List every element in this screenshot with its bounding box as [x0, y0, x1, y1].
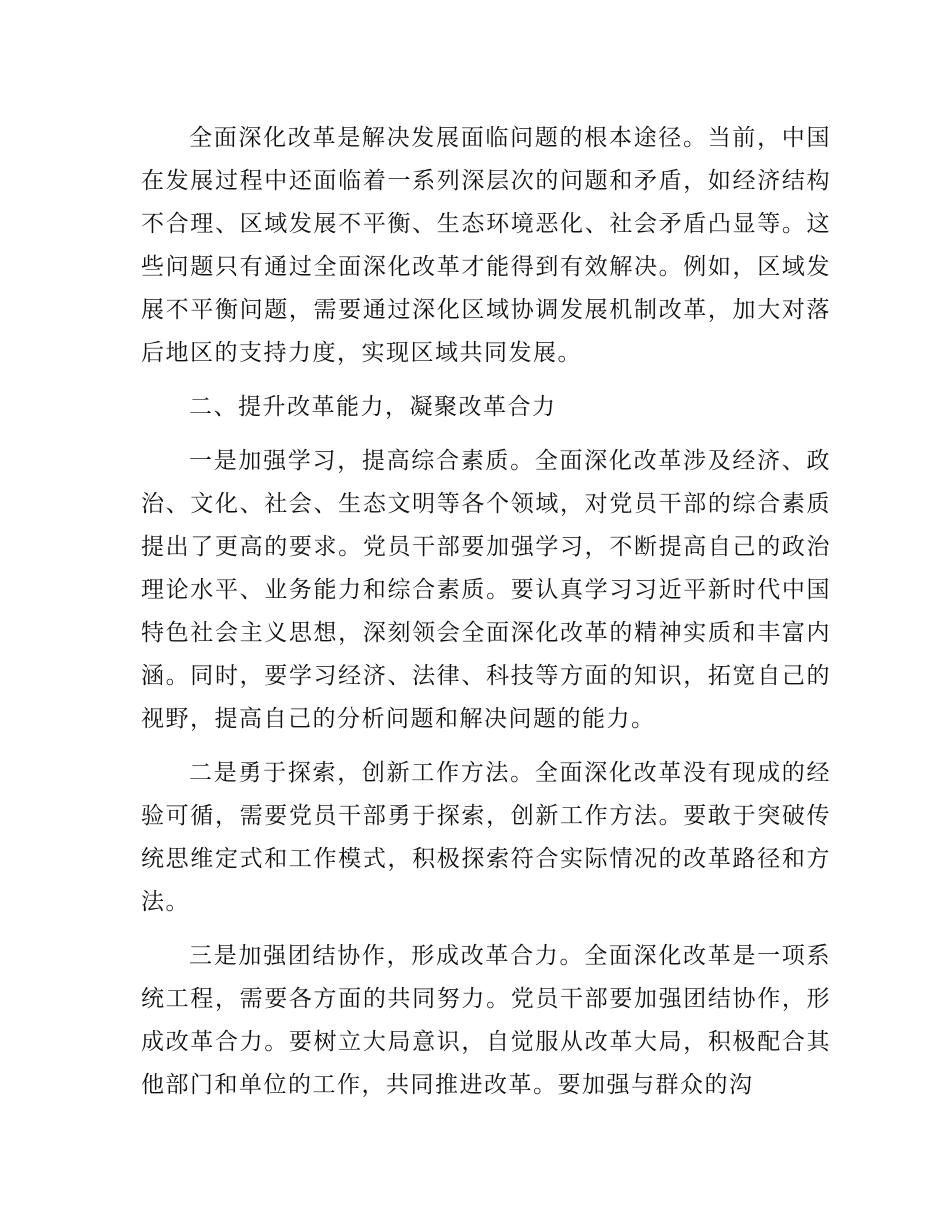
paragraph-unity: 三是加强团结协作，形成改革合力。全面深化改革是一项系统工程，需要各方面的共同努力。党员干部要加强团结协作，形成改革合力。要树立大局意识，自觉服从改革大局，积极配合其他部门和单位的工作，共同推进改革。要加强与群众的沟 [141, 943, 831, 1098]
paragraph-study: 一是加强学习，提高综合素质。全面深化改革涉及经济、政治、文化、社会、生态文明等各个领域，对党员干部的综合素质提出了更高的要求。党员干部要加强学习，不断提高自己的政治理论水平、业务能力和综合素质。要认真学习习近平新时代中国特色社会主义思想，深刻领会全面深化改革的精神实质和丰富内涵。同时，要学习经济、法律、科技等方面的知识，拓宽自己的视野，提高自己的分析问题和解决问题的能力。 [141, 448, 831, 732]
section-heading: 二、提升改革能力，凝聚改革合力 [189, 394, 557, 420]
paragraph-reform-path: 全面深化改革是解决发展面临问题的根本途径。当前，中国在发展过程中还面临着一系列深层次的问题和矛盾，如经济结构不合理、区域发展不平衡、生态环境恶化、社会矛盾凸显等。这些问题只有通过全面深化改革才能得到有效解决。例如，区域发展不平衡问题，需要通过深化区域协调发展机制改革，加大对落后地区的支持力度，实现区域共同发展。 [141, 125, 831, 366]
paragraph-explore: 二是勇于探索，创新工作方法。全面深化改革没有现成的经验可循，需要党员干部勇于探索，创新工作方法。要敢于突破传统思维定式和工作模式，积极探索符合实际情况的改革路径和方法。 [141, 760, 831, 915]
document-body [141, 117, 831, 1118]
